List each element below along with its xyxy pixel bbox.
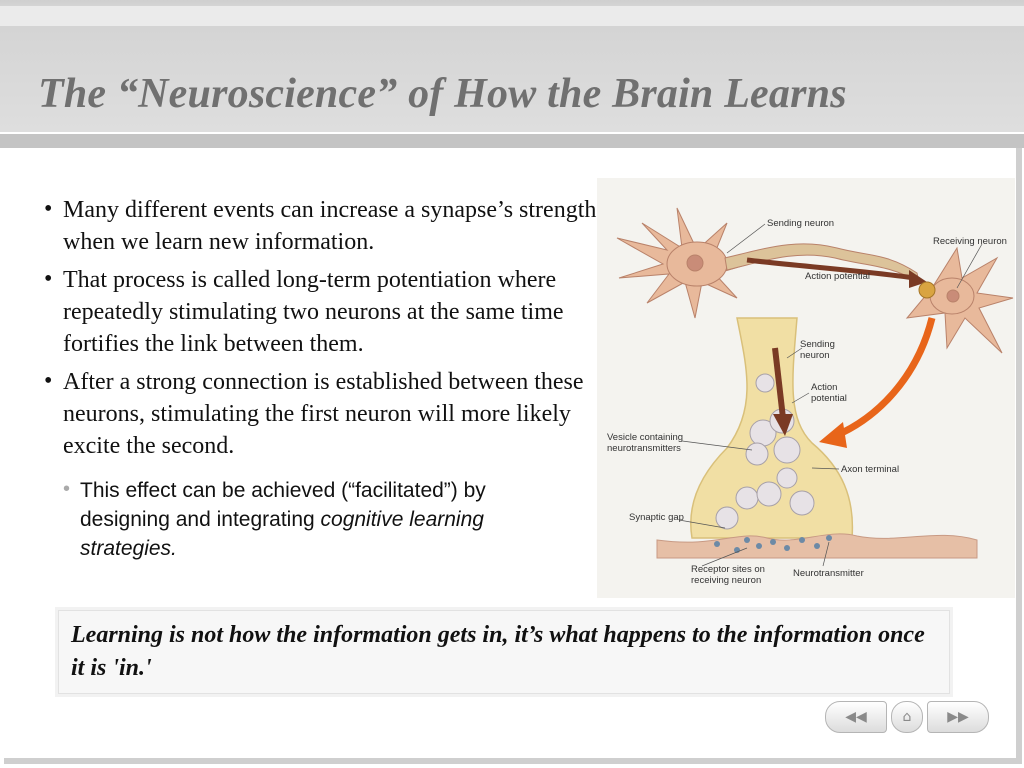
bullet-text: After a strong connection is established between these neurons, stimulating the first neuron will more likely excite the second. — [63, 369, 584, 459]
sub-bullet-item — [63, 476, 580, 563]
sub-bullet-dot-icon: • — [63, 478, 71, 500]
top-band — [0, 6, 1024, 26]
bullet-dot-icon: • — [44, 266, 53, 292]
sub-bullet-emphasis: cognitive learning strategies. — [80, 508, 484, 560]
neuron-synapse-figure — [597, 178, 1015, 598]
bullet-item — [44, 366, 628, 462]
sub-bullet-text: This effect can be achieved (“facilitated”) by designing and integrating — [80, 479, 486, 531]
quote-box — [58, 610, 950, 694]
label-axon-terminal: Axon terminal — [841, 464, 900, 475]
fast-forward-icon: ▶▶ — [947, 709, 969, 725]
label-action-potential-top: Action potential — [805, 271, 870, 282]
label-sending: Sending — [800, 339, 835, 350]
label-synaptic-gap: Synaptic gap — [629, 512, 684, 523]
synapse-junction — [919, 282, 935, 298]
orange-signal-arrow — [835, 318, 932, 436]
label-vesicle-2: neurotransmitters — [607, 443, 681, 454]
header-divider — [0, 134, 1024, 148]
label-sending-neuron-top: Sending neuron — [767, 218, 835, 229]
label-action: Action — [811, 382, 838, 393]
label-action-2: potential — [811, 393, 847, 404]
home-button[interactable] — [891, 701, 923, 733]
top-stripe — [0, 0, 1024, 28]
home-icon: ⌂ — [902, 709, 912, 725]
rewind-icon: ◀◀ — [845, 709, 867, 725]
bullet-text: That process is called long-term potentiation where repeatedly stimulating two neurons at the same time fortifies the link between them. — [63, 267, 564, 357]
next-slide-button[interactable] — [927, 701, 989, 733]
label-sending-2: neuron — [800, 350, 830, 361]
slide-title: The “Neuroscience” of How the Brain Learns — [38, 71, 847, 117]
label-vesicle: Vesicle containing — [607, 432, 684, 443]
bullet-dot-icon: • — [44, 196, 53, 222]
bullet-item — [44, 264, 644, 360]
label-receiving-neuron: Receiving neuron — [933, 236, 1007, 247]
bullet-text: Many different events can increase a synapse’s strength when we learn new information. — [63, 197, 597, 255]
quote-text: Learning is not how the information gets in, it’s what happens to the information once it is 'in.' — [71, 622, 925, 681]
label-receptor: Receptor sites on — [691, 564, 765, 575]
label-receptor-2: receiving neuron — [691, 575, 762, 586]
orange-arrowhead — [819, 422, 847, 448]
bullet-item — [44, 194, 644, 258]
bullet-list — [44, 194, 644, 563]
bullet-dot-icon: • — [44, 368, 53, 394]
label-neurotransmitter: Neurotransmitter — [793, 568, 864, 579]
neuron-diagram — [597, 178, 1015, 598]
previous-slide-button[interactable] — [825, 701, 887, 733]
